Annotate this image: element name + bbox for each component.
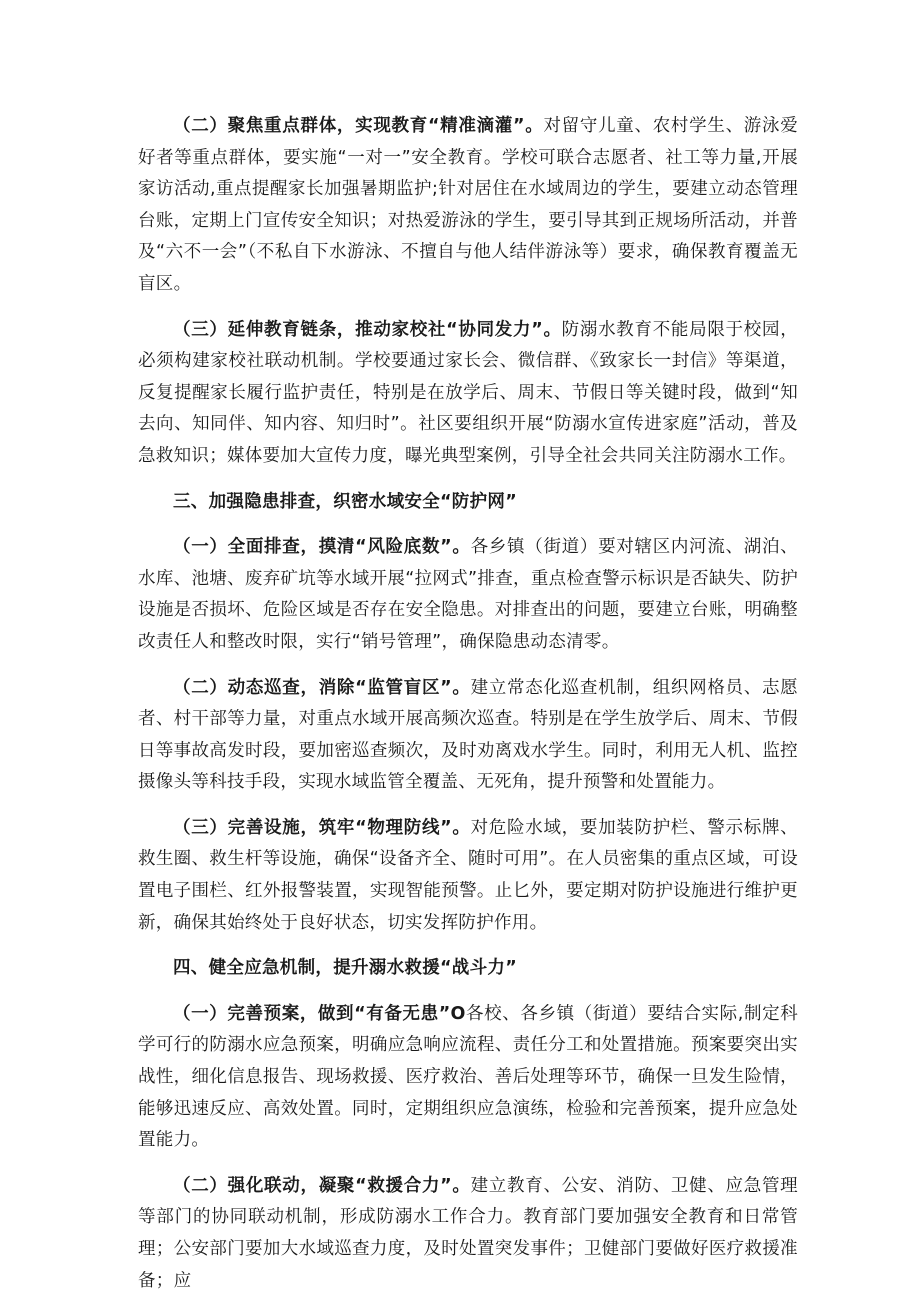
paragraph (138, 315, 798, 473)
paragraph (138, 1171, 798, 1297)
paragraph-lead: （一）全面排查，摸清“风险底数”。 (173, 537, 471, 558)
section-heading: 三、加强隐患排查，织密水域安全“防护网” (173, 491, 518, 512)
paragraph-text: 建立教育、公安、消防、卫健、应急管理等部门的协同联动机制，形成防溺水工作合力。教育部门要加强安全教育和日常管理；公安部门要加大水域巡查力度，及时处置突发事件；卫健部门要做好医疗救援准备；应 (138, 1175, 798, 1291)
paragraph-text: 防溺水教育不能局限于校园，必须构建家校社联动机制。学校要通过家长会、微信群、《致家长一封信》等渠道，反复提醒家长履行监护责任，特别是在放学后、周末、节假日等关键时段，做到“知去向、知同伴、知内容、知归时”。社区要组织开展“防溺水宣传进家庭”活动，普及急救知识；媒体要加大宣传力度，曝光典型案例，引导全社会共同关注防溺水工作。 (138, 319, 798, 466)
paragraph (138, 532, 798, 658)
paragraph-text: 各校、各乡镇（街道）要结合实际,制定科学可行的防溺水应急预案，明确应急响应流程、责任分工和处置措施。预案要突出实战性，细化信息报告、现场救援、医疗救治、善后处理等环节，确保一旦发生险情，能够迅速反应、高效处置。同时，定期组织应急演练，检验和完善预案，提升应急处置能力。 (138, 1003, 799, 1151)
document-page (138, 111, 798, 1311)
paragraph-lead: （二）动态巡查，消除“监管盲区”。 (173, 677, 471, 698)
paragraph (138, 999, 798, 1157)
paragraph-lead: （二）强化联动，凝聚“救援合力”。 (173, 1175, 471, 1196)
paragraph (138, 673, 798, 799)
paragraph-lead: （二）聚焦重点群体，实现教育“精准滴灌”。 (173, 116, 544, 136)
paragraph-text: 对留守儿童、农村学生、游泳爱好者等重点群体，要实施“一对一”安全教育。学校可联合志愿者、社工等力量,开展家访活动,重点提醒家长加强暑期监护;针对居住在水域周边的学生，要建立动态管理台账，定期上门宣传安全知识；对热爱游泳的学生，要引导其到正规场所活动，并普及“六不一会”（不私自下水游泳、不擅自与他人结伴游泳等）要求，确保教育覆盖无盲区。 (138, 116, 798, 294)
paragraph-text: 对危险水域，要加装防护栏、警示标牌、救生圈、救生杆等设施，确保“设备齐全、随时可用”。在人员密集的重点区域，可设置电子围栏、红外报警装置，实现智能预警。止匕外，要定期对防护设施进行维护更新，确保其始终处于良好状态，切实发挥防护作用。 (138, 817, 798, 933)
paragraph-lead: （一）完善预案，做到“有备无患”O (173, 1003, 466, 1024)
paragraph-lead: （三）完善设施，筑牢“物理防线”。 (173, 817, 471, 838)
section-heading: 四、健全应急机制，提升溺水救援“战斗力” (173, 958, 518, 979)
paragraph-lead: （三）延伸教育链条，推动家校社“协同发力”。 (173, 319, 562, 340)
paragraph-text: 建立常态化巡查机制，组织网格员、志愿者、村干部等力量，对重点水域开展高频次巡查。特别是在学生放学后、周末、节假日等事故高发时段，要加密巡查频次，及时劝离戏水学生。同时，利用无人机、监控摄像头等科技手段，实现水域监管全覆盖、无死角，提升预警和处置能力。 (138, 677, 798, 793)
paragraph (138, 111, 798, 301)
paragraph-text: 各乡镇（街道）要对辖区内河流、湖泊、水库、池塘、废弃矿坑等水域开展“拉网式”排查，重点检查警示标识是否缺失、防护设施是否损坏、危险区域是否存在安全隐患。对排查出的问题，要建立台账，明确整改责任人和整改时限，实行“销号管理”，确保隐患动态清零。 (138, 537, 798, 652)
paragraph (138, 813, 798, 939)
